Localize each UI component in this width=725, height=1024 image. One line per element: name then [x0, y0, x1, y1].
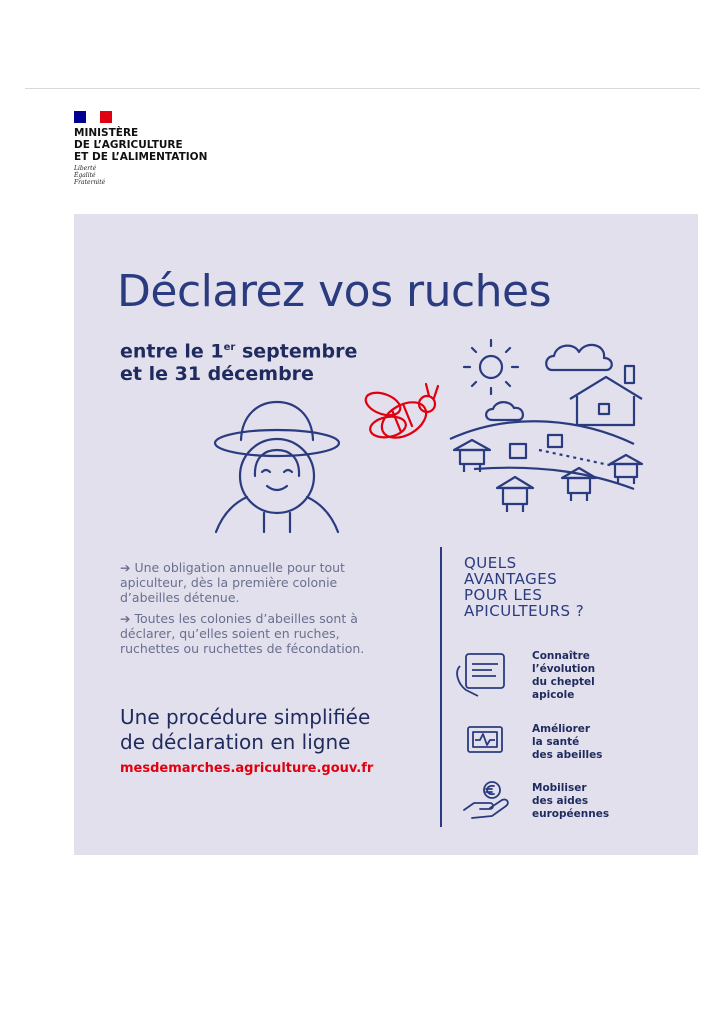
- beekeeper-icon: [215, 402, 339, 532]
- top-divider: [25, 88, 700, 89]
- advantages-heading-line: APICULTEURS ?: [464, 602, 585, 620]
- advantage-item: [532, 723, 652, 762]
- ministry-logo: [74, 111, 207, 186]
- advantage-line: l’évolution: [532, 663, 596, 675]
- advantages-heading-line: AVANTAGES: [464, 570, 558, 588]
- cloud-icon: [486, 345, 612, 420]
- advantage-item: [532, 782, 652, 821]
- advantage-line: apicole: [532, 689, 575, 701]
- procedure-line: de déclaration en ligne: [120, 730, 351, 754]
- advantage-line: Connaître: [532, 650, 590, 662]
- advantage-line: Mobiliser: [532, 782, 587, 794]
- french-flag-icon: [74, 111, 112, 123]
- advantage-item: [532, 650, 652, 702]
- ministry-line: DE L’AGRICULTURE: [74, 139, 183, 151]
- beehives-icon: [454, 435, 642, 512]
- obligation-note: ➔ Toutes les colonies d’abeilles sont à déclarer, qu’elles soient en ruches, ruchettes ou ruchettes de fécondation.: [120, 611, 365, 656]
- ordinal-suffix: er: [223, 342, 236, 353]
- advantages-heading-line: POUR LES: [464, 586, 543, 604]
- period-end-text: et le 31 décembre: [120, 363, 314, 386]
- advantage-line: des abeilles: [532, 749, 603, 761]
- republic-motto: [74, 165, 207, 186]
- period-month-text: septembre: [235, 340, 358, 363]
- procedure-line: Une procédure simplifiée: [120, 705, 371, 729]
- bee-icon: [363, 384, 438, 445]
- procedure-heading: [120, 705, 370, 755]
- period-start-text: entre le 1: [120, 340, 224, 363]
- advantages-heading: [464, 555, 584, 619]
- hand-euro-icon: [464, 782, 508, 818]
- poster: [74, 214, 698, 855]
- advantage-line: des aides: [532, 795, 589, 807]
- motto-line: Fraternité: [74, 179, 106, 186]
- advantage-line: du cheptel: [532, 676, 595, 688]
- ministry-line: ET DE L’ALIMENTATION: [74, 151, 208, 163]
- poster-title: Déclarez vos ruches: [117, 266, 552, 317]
- sun-icon: [464, 340, 518, 394]
- monitor-pulse-icon: [468, 727, 502, 752]
- advantage-line: européennes: [532, 808, 610, 820]
- motto-line: Égalité: [74, 172, 96, 179]
- advantages-heading-line: QUELS: [464, 554, 517, 572]
- house-icon: [450, 366, 642, 489]
- declaration-link[interactable]: mesdemarches.agriculture.gouv.fr: [120, 761, 374, 776]
- motto-line: Liberté: [74, 165, 97, 172]
- advantage-line: Améliorer: [532, 723, 591, 735]
- obligation-notes: [120, 560, 400, 662]
- ministry-name: [74, 127, 207, 163]
- tablet-chart-icon: [457, 654, 504, 696]
- vertical-divider: [440, 547, 442, 827]
- ministry-line: MINISTÈRE: [74, 127, 139, 139]
- obligation-note: ➔ Une obligation annuelle pour tout apiculteur, dès la première colonie d’abeilles détenue.: [120, 560, 345, 605]
- advantage-line: la santé: [532, 736, 580, 748]
